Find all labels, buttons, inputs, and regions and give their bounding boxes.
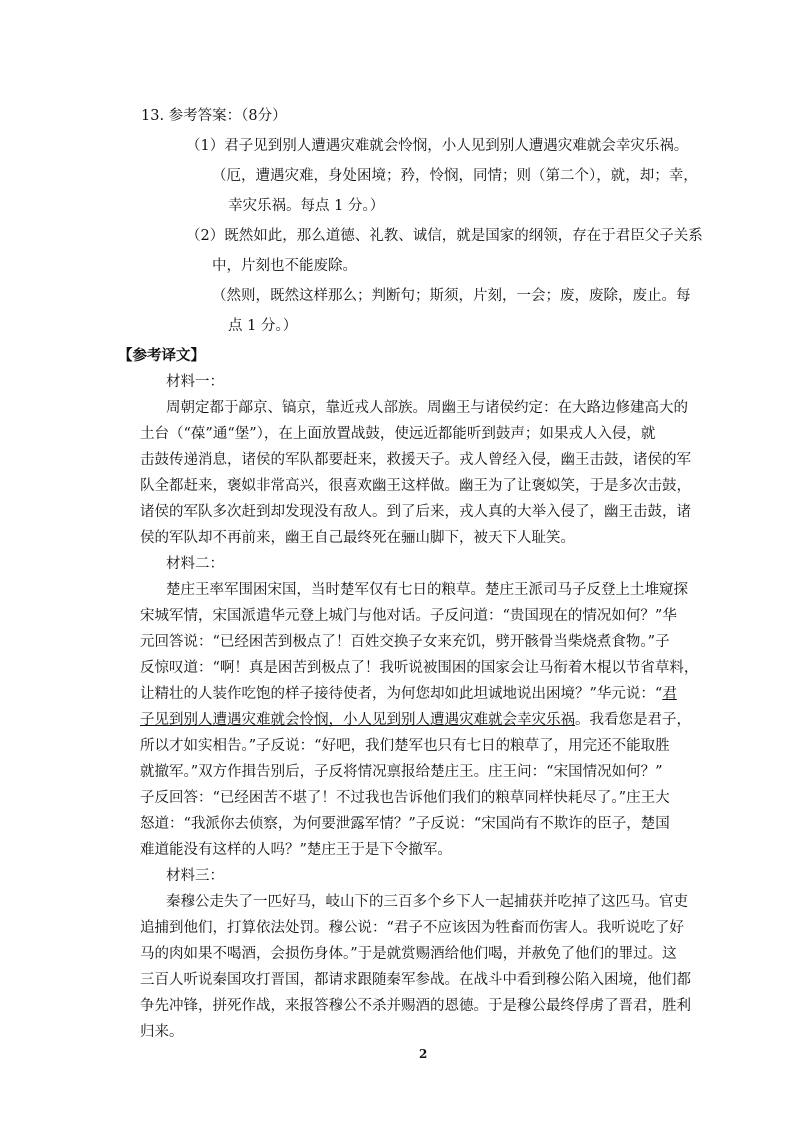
answer-heading: 13. 参考答案：（8分） — [141, 108, 287, 124]
material2-line5-text: 让精壮的人装作吃饱的样子接待使者，为何您却如此坦诚地说出困境？”华元说：“ — [140, 686, 663, 702]
material2-line5-tail: 君 — [662, 686, 677, 702]
translation-heading: 【参考译文】 — [118, 347, 205, 364]
material1-line: 诸侯的军队多次赶到却发现没有敌人。到了后来，戎人真的大举入侵了，幽王击鼓，诸 — [140, 504, 691, 520]
answer-q2-note-line2: 点 1 分。） — [228, 318, 298, 334]
material1-line: 击鼓传递消息，诸侯的军队都要赶来，救援天子。戎人曾经入侵，幽王击鼓，诸侯的军 — [140, 452, 691, 468]
answer-q1-note-line2: 幸灾乐祸。每点 1 分。） — [228, 198, 385, 214]
material1-line: 侯的军队却不再前来，幽王自己最终死在骊山脚下，被天下人耻笑。 — [140, 530, 575, 546]
material1-line: 土台（“葆”通“堡”），在上面放置战鼓，使远近都能听到鼓声；如果戎人入侵，就 — [140, 426, 656, 442]
material3-line: 秦穆公走失了一匹好马，岐山下的三百多个乡下人一起捕获并吃掉了这匹马。官吏 — [166, 894, 688, 910]
material2-line: 难道能没有这样的人吗？”楚庄王于是下令撤军。 — [140, 842, 452, 858]
material1-label: 材料一： — [166, 374, 224, 390]
material3-line: 争先冲锋，拼死作战，来报答穆公不杀并赐酒的恩德。于是穆公最终俘虏了晋君，胜利 — [140, 998, 691, 1014]
page-number: 2 — [419, 1047, 428, 1061]
material2-line6-rest: 。我看您是君子， — [575, 712, 691, 728]
material2-line: 所以才如实相告。”子反说：“好吧，我们楚军也只有七日的粮草了，用完还不能取胜 — [140, 738, 670, 754]
answer-q2-line1: （2）既然如此，那么道德、礼教、诚信，就是国家的纲领，存在于君臣父子关系 — [186, 228, 703, 244]
material1-line: 队全都赶来，褒姒非常高兴，很喜欢幽王这样做。幽王为了让褒姒笑，于是多次击鼓， — [140, 478, 691, 494]
material3-line: 三百人听说秦国攻打晋国，都请求跟随秦军参战。在战斗中看到穆公陷入困境，他们都 — [140, 972, 691, 988]
material3-line: 马的肉如果不喝酒，会损伤身体。”于是就赏赐酒给他们喝，并赦免了他们的罪过。这 — [140, 946, 677, 962]
answer-q1: （1）君子见到别人遭遇灾难就会怜悯，小人见到别人遭遇灾难就会幸灾乐祸。 — [186, 138, 689, 154]
material3-line: 追捕到他们，打算依法处罚。穆公说：“君子不应该因为牲畜而伤害人。我听说吃了好 — [140, 920, 684, 936]
material3-label: 材料三： — [166, 868, 224, 884]
material3-line: 归来。 — [140, 1024, 184, 1040]
material2-line: 宋城军情，宋国派遣华元登上城门与他对话。子反问道：“贵国现在的情况如何？”华 — [140, 608, 677, 624]
material2-line: 怒道：“我派你去侦察，为何要泄露军情？”子反说：“宋国尚有不欺诈的臣子，楚国 — [140, 816, 670, 832]
material1-line: 周朝定都于鄗京、镐京，靠近戎人部族。周幽王与诸侯约定：在大路边修建高大的 — [166, 400, 688, 416]
material2-line — [140, 710, 691, 730]
answer-q2-line2: 中，片刻也不能废除。 — [212, 258, 357, 274]
material2-line: 楚庄王率军围困宋国，当时楚军仅有七日的粮草。楚庄王派司马子反登上土堆窥探 — [166, 582, 688, 598]
material2-line — [140, 684, 677, 704]
answer-q1-note-line1: （厄，遭遇灾难，身处困境；矜，怜悯，同情；则（第二个），就，却；幸， — [212, 168, 698, 184]
material2-line: 元回答说：“已经困苦到极点了！百姓交换子女来充饥，劈开骸骨当柴烧煮食物。”子 — [140, 634, 670, 650]
material2-line: 反惊叹道：“啊！真是困苦到极点了！我听说被围困的国家会让马衔着木棍以节省草料， — [140, 660, 699, 676]
material2-underlined-quote: 子见到别人遭遇灾难就会怜悯，小人见到别人遭遇灾难就会幸灾乐祸 — [140, 712, 575, 728]
answer-q2-note-line1: （然则，既然这样那么；判断句；斯须，片刻，一会；废，废除，废止。每 — [212, 288, 691, 304]
material2-label: 材料二： — [166, 556, 224, 572]
material2-line: 就撤军。”双方作揖告别后，子反将情况禀报给楚庄王。庄王问：“宋国情况如何？” — [140, 764, 663, 780]
material2-line: 子反回答：“已经困苦不堪了！不过我也告诉他们我们的粮草同样快耗尽了。”庄王大 — [140, 790, 670, 806]
